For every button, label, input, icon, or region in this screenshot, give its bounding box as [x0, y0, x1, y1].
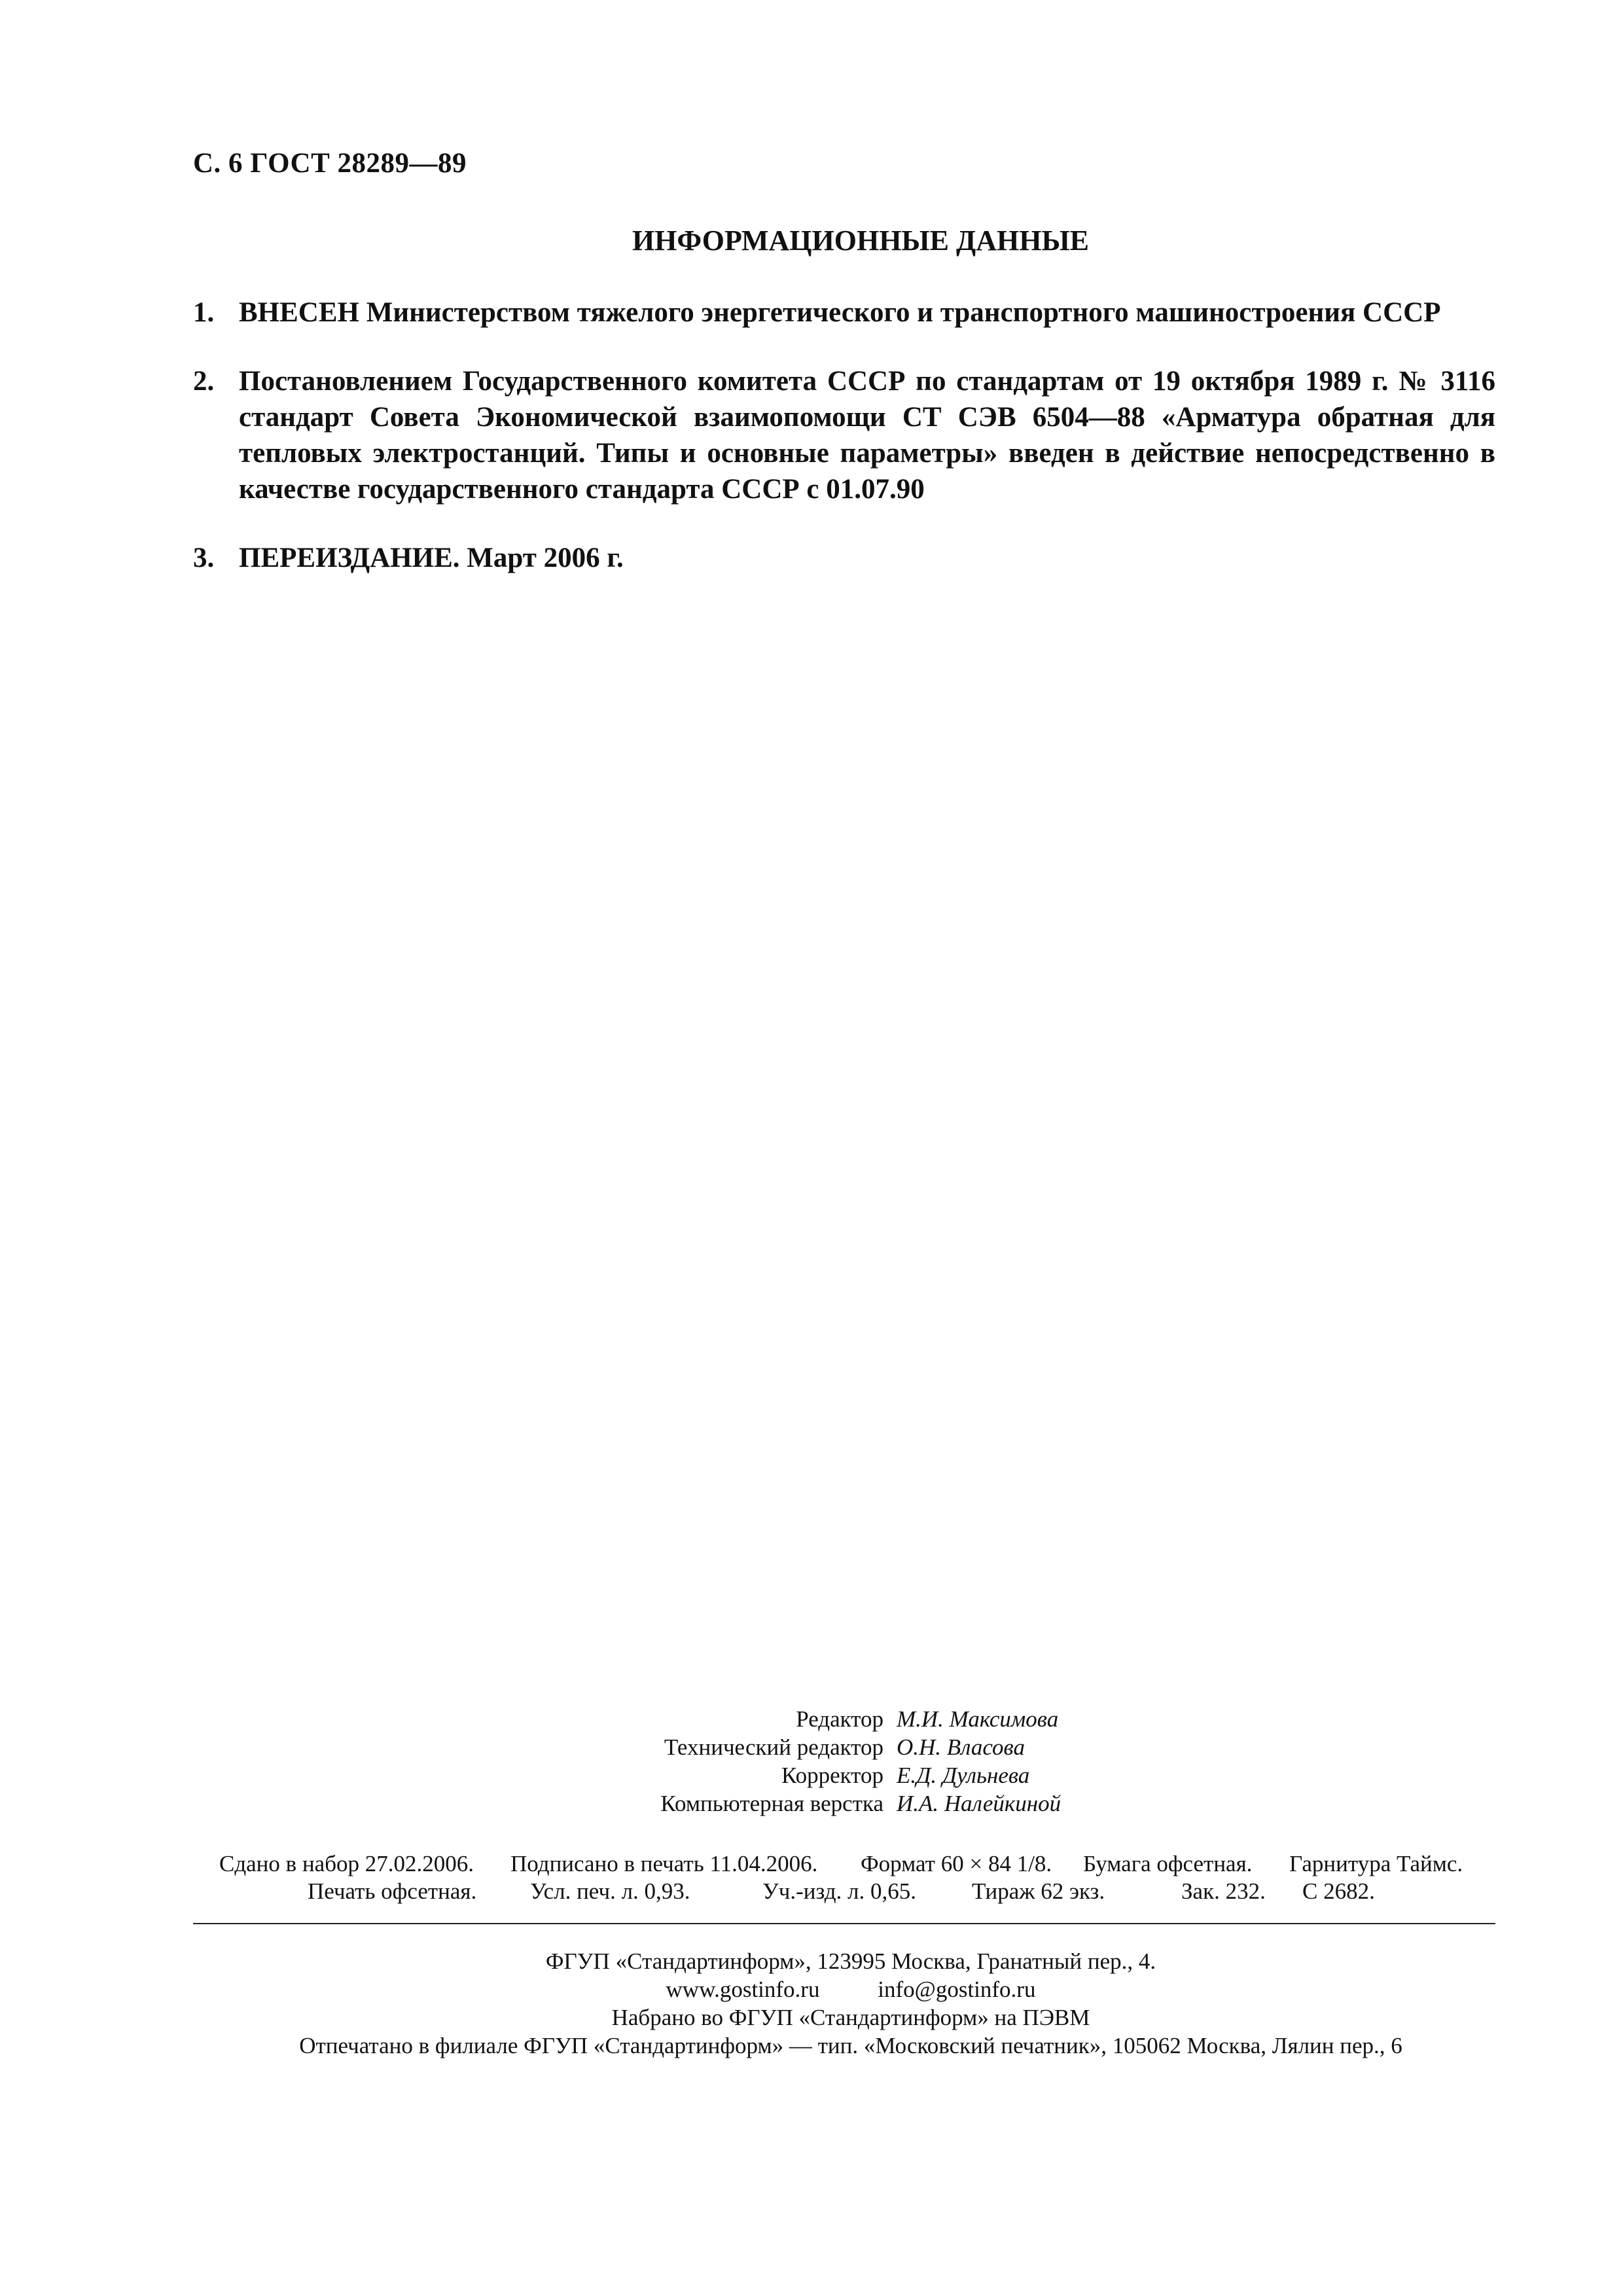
- item-text: ПЕРЕИЗДАНИЕ. Март 2006 г.: [239, 543, 624, 573]
- imprint-typeset-date: Сдано в набор 27.02.2006.: [219, 1851, 474, 1876]
- credit-proofreader: [0, 1761, 1623, 1789]
- credit-name: О.Н. Власова: [897, 1734, 1025, 1760]
- imprint-pub-sheets: Уч.-изд. л. 0,65.: [762, 1878, 916, 1904]
- credit-label: Технический редактор: [664, 1734, 883, 1760]
- item-number: 2.: [193, 366, 215, 397]
- credit-name: М.И. Максимова: [897, 1706, 1059, 1732]
- footer-publisher: ФГУП «Стандартинформ», 123995 Москва, Гранатный пер., 4.: [545, 1948, 1156, 1974]
- imprint-code: С 2682.: [1302, 1878, 1375, 1904]
- imprint-run: Тираж 62 экз.: [972, 1878, 1105, 1904]
- info-list: [193, 295, 1495, 609]
- item-text: ВНЕСЕН Министерством тяжелого энергетического и транспортного машиностроения СССР: [239, 297, 1441, 328]
- section-title: ИНФОРМАЦИОННЫЕ ДАННЫЕ: [632, 224, 1090, 257]
- divider: [193, 1923, 1495, 1924]
- credit-name: И.А. Налейкиной: [897, 1791, 1061, 1816]
- list-item: [193, 295, 1495, 331]
- imprint-row-1: [219, 1850, 1502, 1878]
- credit-layout: [0, 1789, 1623, 1818]
- page-header: С. 6 ГОСТ 28289—89: [193, 148, 467, 179]
- imprint-typeface: Гарнитура Таймс.: [1289, 1851, 1463, 1876]
- footer-website[interactable]: www.gostinfo.ru: [666, 1977, 820, 2002]
- credit-label: Корректор: [781, 1763, 883, 1788]
- imprint-order: Зак. 232.: [1181, 1878, 1266, 1904]
- footer: [0, 1947, 1623, 2060]
- credit-label: Редактор: [796, 1706, 883, 1732]
- list-item: [193, 540, 1495, 576]
- credit-tech-editor: [0, 1733, 1623, 1761]
- credit-editor: [0, 1705, 1623, 1733]
- credit-name: Е.Д. Дульнева: [897, 1763, 1030, 1788]
- footer-typeset: Набрано во ФГУП «Стандартинформ» на ПЭВМ: [611, 2005, 1090, 2030]
- credit-label: Компьютерная верстка: [660, 1791, 883, 1816]
- imprint-signed-date: Подписано в печать 11.04.2006.: [510, 1851, 818, 1876]
- item-text: Постановлением Государственного комитета СССР по стандартам от 19 октября 1989 г. № 3116 стандарт Совета Экономической взаимопомощи СТ СЭВ 6504—88 «Арматура обратная для тепловых электростанций. Типы и основные параметры» введен в действие непосредственно в качестве государственного стандарта СССР с 01.07.90: [239, 366, 1495, 505]
- item-number: 1.: [193, 297, 215, 328]
- imprint-print-type: Печать офсетная.: [308, 1878, 477, 1904]
- imprint-paper: Бумага офсетная.: [1083, 1851, 1253, 1876]
- imprint-print-sheets: Усл. печ. л. 0,93.: [530, 1878, 690, 1904]
- imprint-block: [219, 1850, 1502, 1905]
- list-item: [193, 363, 1495, 507]
- footer-printed: Отпечатано в филиале ФГУП «Стандартинформ» — тип. «Московский печатник», 105062 Москва, Лялин пер., 6: [299, 2033, 1402, 2058]
- imprint-row-2: [219, 1878, 1502, 1905]
- credits-block: [0, 1705, 1623, 1818]
- footer-email[interactable]: info@gostinfo.ru: [878, 1977, 1036, 2002]
- item-number: 3.: [193, 543, 215, 573]
- footer-contacts: [79, 1975, 1623, 2003]
- imprint-format: Формат 60 × 84 1/8.: [861, 1851, 1052, 1876]
